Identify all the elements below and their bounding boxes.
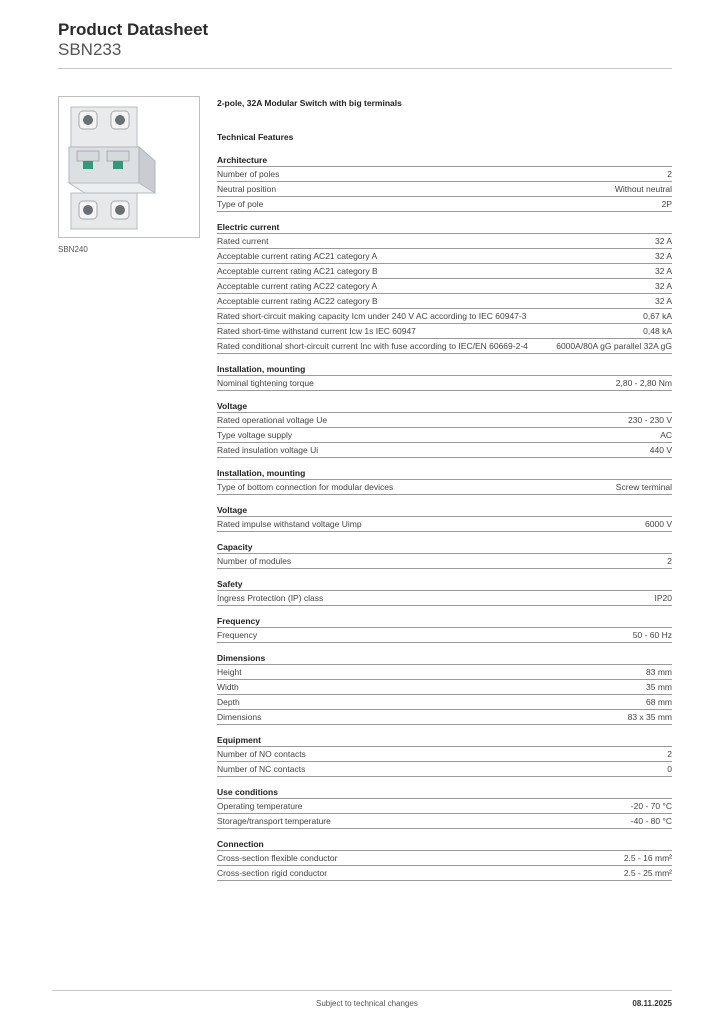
technical-features-heading: Technical Features <box>217 132 294 142</box>
section-title: Electric current <box>217 221 672 234</box>
section-title: Equipment <box>217 734 672 747</box>
spec-value: 68 mm <box>646 697 672 707</box>
spec-label: Cross-section flexible conductor <box>217 853 338 863</box>
spec-section <box>217 467 672 495</box>
spec-row <box>217 376 672 391</box>
spec-value: 50 - 60 Hz <box>632 630 672 640</box>
spec-row <box>217 866 672 881</box>
spec-label: Number of NO contacts <box>217 749 306 759</box>
spec-row <box>217 309 672 324</box>
spec-row <box>217 710 672 725</box>
spec-value: 83 mm <box>646 667 672 677</box>
spec-row <box>217 517 672 532</box>
spec-content <box>217 96 672 881</box>
spec-row <box>217 628 672 643</box>
spec-section <box>217 400 672 458</box>
section-title: Frequency <box>217 615 672 628</box>
section-title: Installation, mounting <box>217 467 672 480</box>
product-name: 2-pole, 32A Modular Switch with big terminals <box>217 98 402 108</box>
spec-section <box>217 363 672 391</box>
spec-row <box>217 680 672 695</box>
spec-value: 2.5 - 16 mm² <box>623 853 672 863</box>
spec-value: 2 <box>667 169 672 179</box>
spec-value: 32 A <box>654 236 672 246</box>
spec-label: Nominal tightening torque <box>217 378 314 388</box>
spec-value: 32 A <box>654 296 672 306</box>
spec-row <box>217 665 672 680</box>
spec-sections <box>217 154 672 881</box>
spec-label: Acceptable current rating AC21 category B <box>217 266 378 276</box>
spec-row <box>217 197 672 212</box>
spec-row <box>217 324 672 339</box>
spec-row <box>217 747 672 762</box>
spec-label: Operating temperature <box>217 801 303 811</box>
spec-value: 35 mm <box>646 682 672 692</box>
spec-value: 32 A <box>654 281 672 291</box>
header-divider <box>58 68 672 69</box>
section-title: Installation, mounting <box>217 363 672 376</box>
spec-row <box>217 167 672 182</box>
spec-label: Number of modules <box>217 556 292 566</box>
spec-row <box>217 762 672 777</box>
spec-value: 32 A <box>654 266 672 276</box>
product-image <box>58 96 200 238</box>
spec-section <box>217 578 672 606</box>
spec-label: Rated impulse withstand voltage Uimp <box>217 519 362 529</box>
spec-label: Rated conditional short-circuit current Inc with fuse according to IEC/EN 60669-2-4 <box>217 341 528 351</box>
spec-section <box>217 786 672 829</box>
spec-row <box>217 279 672 294</box>
spec-label: Width <box>217 682 239 692</box>
spec-value: 440 V <box>649 445 672 455</box>
document-title: Product Datasheet <box>58 20 209 39</box>
spec-value: 230 - 230 V <box>628 415 672 425</box>
spec-label: Type of pole <box>217 199 264 209</box>
spec-value: 0 <box>667 764 672 774</box>
page-header <box>58 20 208 60</box>
spec-label: Number of poles <box>217 169 280 179</box>
spec-label: Acceptable current rating AC22 category A <box>217 281 378 291</box>
spec-label: Height <box>217 667 242 677</box>
spec-row <box>217 480 672 495</box>
spec-row <box>217 413 672 428</box>
spec-row <box>217 339 672 354</box>
spec-value: 2 <box>667 749 672 759</box>
spec-value: Screw terminal <box>615 482 672 492</box>
spec-value: 2.5 - 25 mm² <box>623 868 672 878</box>
spec-section <box>217 504 672 532</box>
spec-value: 0,67 kA <box>643 311 672 321</box>
spec-value: AC <box>660 430 672 440</box>
spec-value: IP20 <box>654 593 672 603</box>
spec-section <box>217 734 672 777</box>
spec-section <box>217 838 672 881</box>
spec-value: 2P <box>661 199 672 209</box>
product-code: SBN233 <box>58 40 122 59</box>
modular-switch-illustration <box>59 97 199 237</box>
spec-row <box>217 591 672 606</box>
spec-label: Rated operational voltage Ue <box>217 415 328 425</box>
spec-section <box>217 154 672 212</box>
spec-row <box>217 799 672 814</box>
section-title: Safety <box>217 578 672 591</box>
spec-label: Rated insulation voltage Ui <box>217 445 319 455</box>
section-title: Voltage <box>217 504 672 517</box>
spec-label: Storage/transport temperature <box>217 816 331 826</box>
spec-section <box>217 221 672 354</box>
spec-label: Dimensions <box>217 712 262 722</box>
spec-value: 83 x 35 mm <box>627 712 672 722</box>
spec-row <box>217 695 672 710</box>
spec-value: 6000A/80A gG parallel 32A gG <box>556 341 672 351</box>
spec-label: Depth <box>217 697 240 707</box>
spec-label: Acceptable current rating AC21 category A <box>217 251 378 261</box>
spec-label: Rated current <box>217 236 269 246</box>
footer-divider <box>52 990 672 991</box>
spec-value: -20 - 70 °C <box>630 801 672 811</box>
section-title: Connection <box>217 838 672 851</box>
spec-section <box>217 615 672 643</box>
spec-row <box>217 554 672 569</box>
spec-label: Acceptable current rating AC22 category B <box>217 296 378 306</box>
spec-value: 2 <box>667 556 672 566</box>
spec-row <box>217 443 672 458</box>
spec-row <box>217 428 672 443</box>
footer-date: 08.11.2025 <box>632 999 672 1008</box>
section-title: Capacity <box>217 541 672 554</box>
footer-note: Subject to technical changes <box>316 999 418 1008</box>
spec-value: -40 - 80 °C <box>630 816 672 826</box>
spec-row <box>217 851 672 866</box>
section-title: Use conditions <box>217 786 672 799</box>
spec-value: 32 A <box>654 251 672 261</box>
spec-value: 0,48 kA <box>643 326 672 336</box>
image-caption: SBN240 <box>58 245 88 254</box>
spec-label: Neutral position <box>217 184 277 194</box>
section-title: Voltage <box>217 400 672 413</box>
section-title: Architecture <box>217 154 672 167</box>
spec-label: Number of NC contacts <box>217 764 306 774</box>
spec-label: Rated short-circuit making capacity Icm under 240 V AC according to IEC 60947-3 <box>217 311 527 321</box>
section-title: Dimensions <box>217 652 672 665</box>
spec-label: Type of bottom connection for modular devices <box>217 482 394 492</box>
spec-section <box>217 652 672 725</box>
spec-label: Rated short-time withstand current Icw 1s IEC 60947 <box>217 326 416 336</box>
spec-label: Ingress Protection (IP) class <box>217 593 324 603</box>
spec-row <box>217 814 672 829</box>
spec-row <box>217 294 672 309</box>
spec-section <box>217 541 672 569</box>
spec-value: 6000 V <box>645 519 672 529</box>
spec-label: Type voltage supply <box>217 430 293 440</box>
spec-label: Cross-section rigid conductor <box>217 868 328 878</box>
spec-value: 2,80 - 2,80 Nm <box>615 378 672 388</box>
spec-row <box>217 182 672 197</box>
spec-row <box>217 249 672 264</box>
spec-value: Without neutral <box>614 184 672 194</box>
spec-row <box>217 264 672 279</box>
spec-row <box>217 234 672 249</box>
spec-label: Frequency <box>217 630 258 640</box>
